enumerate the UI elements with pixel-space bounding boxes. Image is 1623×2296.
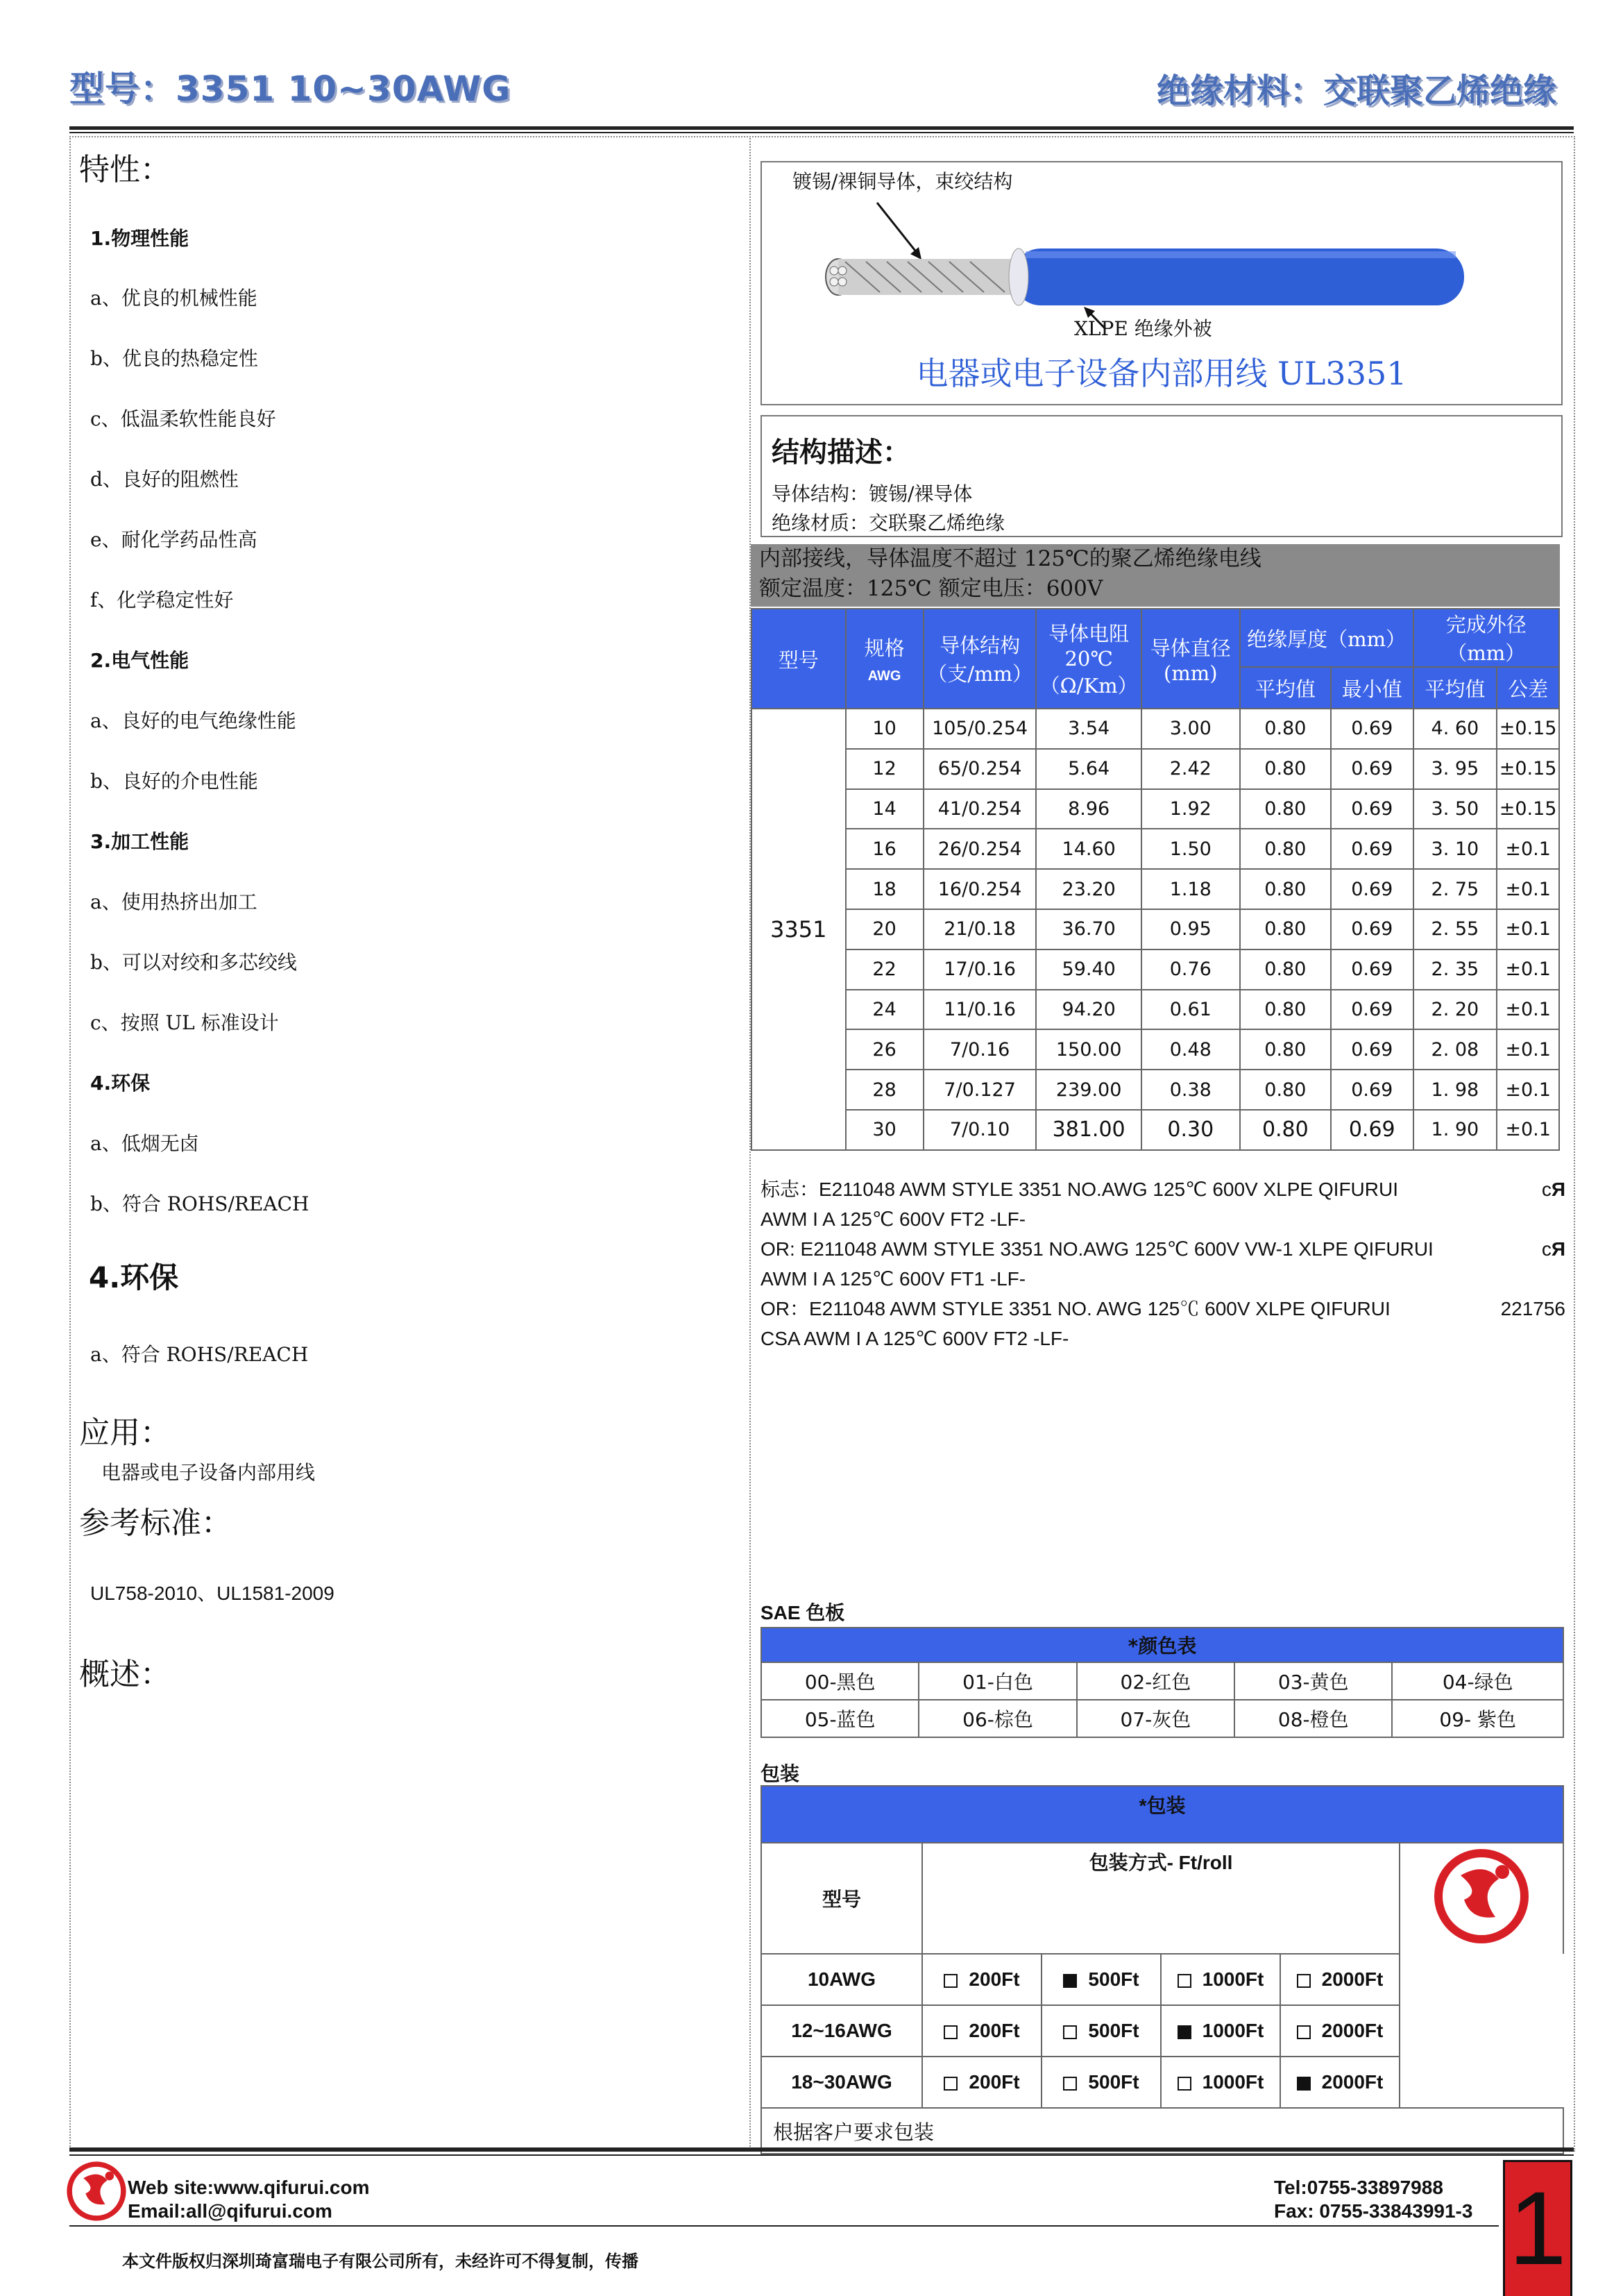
- pack-option-label: 200Ft: [969, 2071, 1020, 2093]
- spec-cell: ±0.1: [1497, 1070, 1559, 1110]
- rating-line-2: 额定温度：125℃ 额定电压：600V: [759, 576, 1103, 601]
- spec-cell: 4. 60: [1413, 709, 1497, 749]
- header-rule-thin: [69, 132, 1574, 133]
- checkbox-icon[interactable]: [944, 2077, 958, 2091]
- spec-cell: 5.64: [1036, 749, 1141, 789]
- color-table-title: *颜色表: [761, 1628, 1563, 1662]
- spec-cell: 0.48: [1141, 1029, 1240, 1070]
- spec-row: [751, 949, 1559, 990]
- spec-cell: 65/0.254: [924, 749, 1037, 789]
- color-cell: 04-绿色: [1392, 1662, 1563, 1700]
- spec-cell: 0.69: [1331, 869, 1413, 909]
- spec-cell: 11/0.16: [924, 990, 1037, 1030]
- header-rule: [69, 126, 1574, 130]
- footer-rule: [69, 2147, 1574, 2152]
- list-item: a、低烟无卤: [90, 1132, 199, 1155]
- color-table: [760, 1627, 1564, 1738]
- spec-cell: ±0.1: [1497, 909, 1559, 949]
- checked-box-icon[interactable]: [1063, 1974, 1077, 1988]
- list-item: c、低温柔软性能良好: [90, 407, 276, 430]
- list-item: e、耐化学药品性高: [90, 528, 257, 551]
- color-cell: 00-黑色: [761, 1662, 919, 1700]
- color-cell: 07-灰色: [1077, 1700, 1234, 1737]
- header-diameter: 导体直径(mm): [1141, 609, 1240, 709]
- marking-text: OR：E211048 AWM STYLE 3351 NO. AWG 125℃ 600V XLPE QIFURUI: [760, 1298, 1391, 1319]
- pack-option[interactable]: [1280, 2005, 1400, 2057]
- list-item: a、优良的机械性能: [90, 287, 257, 310]
- color-cell: 05-蓝色: [761, 1700, 919, 1737]
- spec-cell: 23.20: [1036, 869, 1141, 909]
- spec-cell: 1.50: [1141, 829, 1240, 869]
- spec-row: [751, 1110, 1559, 1150]
- conductor-label: 镀锡/裸铜导体，束绞结构: [792, 170, 1013, 193]
- packaging-table: [760, 1785, 1564, 2154]
- rating-line-1: 内部接线，导体温度不超过 125℃的聚乙烯绝缘电线: [759, 546, 1261, 571]
- color-cell: 02-红色: [1077, 1662, 1234, 1700]
- pack-option[interactable]: [1161, 1954, 1280, 2005]
- spec-cell: 28: [846, 1070, 924, 1110]
- header-avg: 平均值: [1240, 667, 1331, 709]
- pack-option[interactable]: [1280, 1954, 1400, 2005]
- marking-line: AWM I A 125℃ 600V FT2 -LF-: [760, 1208, 1026, 1230]
- spec-cell: 59.40: [1036, 949, 1141, 990]
- conductor-arrow: [877, 203, 920, 257]
- pack-model-header: 型号: [761, 1843, 922, 1954]
- spec-cell: 41/0.254: [924, 789, 1037, 829]
- application-text: 电器或电子设备内部用线: [101, 1461, 316, 1484]
- section-title: 2.电气性能: [90, 649, 189, 672]
- spec-cell: 2. 08: [1413, 1029, 1497, 1070]
- spec-row: [751, 869, 1559, 909]
- spec-cell: 7/0.16: [924, 1029, 1037, 1070]
- spec-cell: ±0.15: [1497, 749, 1559, 789]
- pack-option-label: 1000Ft: [1202, 1968, 1264, 1990]
- header-model: 型号: [751, 609, 846, 709]
- spec-cell: ±0.1: [1497, 869, 1559, 909]
- spec-cell: 0.69: [1331, 909, 1413, 949]
- pack-method-header: 包装方式- Ft/roll: [922, 1843, 1400, 1954]
- spec-cell: 14.60: [1036, 829, 1141, 869]
- standard-heading: 参考标准：: [79, 1505, 232, 1541]
- spec-row: [751, 909, 1559, 949]
- company-logo-icon: [1429, 1844, 1533, 1948]
- spec-cell: 1.92: [1141, 789, 1240, 829]
- spec-cell: 22: [846, 949, 924, 990]
- spec-cell: 239.00: [1036, 1070, 1141, 1110]
- spec-cell: 0.80: [1240, 789, 1331, 829]
- standard-text: UL758-2010、UL1581-2009: [90, 1582, 334, 1604]
- spec-cell: 26/0.254: [924, 829, 1037, 869]
- spec-cell: 3. 10: [1413, 829, 1497, 869]
- spec-row: [751, 1029, 1559, 1070]
- spec-cell: 14: [846, 789, 924, 829]
- diagram-caption: 电器或电子设备内部用线 UL3351: [916, 355, 1407, 392]
- spec-cell: 2. 75: [1413, 869, 1497, 909]
- spec-cell: 2.42: [1141, 749, 1240, 789]
- list-item: b、优良的热稳定性: [90, 347, 258, 370]
- pack-option-label: 200Ft: [969, 2020, 1020, 2041]
- section-title: 3.加工性能: [90, 830, 189, 853]
- pack-option-label: 500Ft: [1088, 2071, 1139, 2093]
- header-avg2: 平均值: [1413, 667, 1497, 709]
- sae-heading: SAE 色板: [760, 1602, 845, 1623]
- spec-cell: 36.70: [1036, 909, 1141, 949]
- footer-fax: Fax: 0755-33843991-3: [1274, 2200, 1473, 2222]
- pack-option-label: 2000Ft: [1321, 1968, 1384, 1990]
- pack-row: [761, 2057, 1563, 2108]
- spec-row: [751, 829, 1559, 869]
- spec-cell: 0.80: [1240, 1110, 1331, 1150]
- spec-cell: 2. 35: [1413, 949, 1497, 990]
- spec-cell: 0.76: [1141, 949, 1240, 990]
- pack-option[interactable]: [922, 2057, 1042, 2108]
- pack-option[interactable]: [1161, 2057, 1280, 2108]
- list-item: a、使用热挤出加工: [90, 890, 257, 913]
- spec-cell: 0.38: [1141, 1070, 1240, 1110]
- ul-logo-icon: Я: [1551, 1179, 1565, 1200]
- features-heading: 特性：: [79, 152, 171, 187]
- pack-model: 12~16AWG: [761, 2005, 922, 2057]
- spec-cell: 18: [846, 869, 924, 909]
- pack-option[interactable]: [922, 2005, 1042, 2057]
- pack-option[interactable]: [1280, 2057, 1400, 2108]
- section-title: 4.环保: [90, 1072, 151, 1095]
- checkbox-icon[interactable]: [1063, 2077, 1077, 2091]
- spec-cell: 0.69: [1331, 749, 1413, 789]
- color-cell: 03-黄色: [1234, 1662, 1392, 1700]
- section-title: 1.物理性能: [90, 227, 189, 250]
- packaging-heading: 包装: [760, 1763, 800, 1784]
- marking-line: AWM I A 125℃ 600V FT1 -LF-: [760, 1268, 1026, 1290]
- checkbox-icon[interactable]: [1063, 2025, 1077, 2039]
- insulation-label: XLPE 绝缘外被: [1074, 317, 1212, 340]
- marking-text: OR: E211048 AWM STYLE 3351 NO.AWG 125℃ 600V VW-1 XLPE QIFURUI: [760, 1238, 1434, 1260]
- spec-cell: 24: [846, 990, 924, 1030]
- spec-row: [751, 749, 1559, 789]
- pack-option[interactable]: [1042, 2057, 1161, 2108]
- marking-line: [760, 1234, 1565, 1264]
- logo-cell: [1400, 1843, 1563, 1954]
- spec-cell: 0.80: [1240, 829, 1331, 869]
- spec-cell: 105/0.254: [924, 709, 1037, 749]
- pack-row: [761, 1954, 1563, 2005]
- spec-cell: 0.69: [1331, 789, 1413, 829]
- packaging-table-title: *包装: [761, 1786, 1563, 1843]
- marking-cul: [1542, 1234, 1565, 1264]
- spec-cell: 3.00: [1141, 709, 1240, 749]
- spec-cell: ±0.1: [1497, 990, 1559, 1030]
- structure-insulation: 绝缘材质：交联聚乙烯绝缘: [772, 512, 1005, 534]
- spec-body: [751, 709, 1559, 1150]
- spec-table: [751, 608, 1560, 1151]
- list-item: a、良好的电气绝缘性能: [90, 709, 296, 732]
- spec-cell: 150.00: [1036, 1029, 1141, 1070]
- header-min: 最小值: [1331, 667, 1413, 709]
- pack-model: 10AWG: [761, 1954, 922, 2005]
- spec-cell: 3. 95: [1413, 749, 1497, 789]
- list-item: d、良好的阻燃性: [90, 468, 239, 491]
- header-gauge: [846, 609, 924, 709]
- marking-cert: 221756: [1500, 1298, 1565, 1319]
- spec-cell: 0.69: [1331, 829, 1413, 869]
- cul-c: c: [1541, 1179, 1552, 1200]
- checked-box-icon[interactable]: [1297, 2077, 1311, 2091]
- header-gauge-label: 规格: [864, 636, 905, 660]
- overview-heading: 概述：: [79, 1657, 171, 1692]
- spec-cell: 7/0.127: [924, 1070, 1037, 1110]
- footer-website: Web site:www.qifurui.com: [128, 2177, 370, 2198]
- checkbox-icon[interactable]: [1297, 2025, 1311, 2039]
- pack-option[interactable]: [922, 1954, 1042, 2005]
- list-item: a、符合 ROHS/REACH: [90, 1343, 309, 1366]
- env-title: 4.环保: [89, 1260, 179, 1294]
- conductor-arrowhead: [910, 247, 921, 260]
- header-resistance: 导体电阻20℃（Ω/Km）: [1036, 609, 1141, 709]
- pack-option[interactable]: [1042, 2005, 1161, 2057]
- header-gauge-unit: AWG: [867, 668, 901, 684]
- list-item: c、按照 UL 标准设计: [90, 1011, 279, 1034]
- spec-cell: ±0.1: [1497, 949, 1559, 990]
- spec-cell: 0.95: [1141, 909, 1240, 949]
- pack-row: [761, 2005, 1563, 2057]
- application-heading: 应用：: [79, 1415, 171, 1451]
- list-item: b、可以对绞和多芯绞线: [90, 951, 297, 974]
- wire-illustration: [817, 190, 1553, 329]
- color-cell: 08-橙色: [1234, 1700, 1392, 1737]
- pack-option-label: 200Ft: [969, 1968, 1020, 1990]
- structure-box: [760, 415, 1563, 537]
- footer-email: Email:all@qifurui.com: [128, 2200, 332, 2222]
- checkbox-icon[interactable]: [944, 2025, 958, 2039]
- spec-cell: ±0.15: [1497, 709, 1559, 749]
- footer-rule-lower: [69, 2225, 1499, 2227]
- spec-cell: 2. 55: [1413, 909, 1497, 949]
- spec-cell: 10: [846, 709, 924, 749]
- spec-cell: 30: [846, 1110, 924, 1150]
- spec-cell: 381.00: [1036, 1110, 1141, 1150]
- pack-option-label: 1000Ft: [1202, 2020, 1264, 2041]
- spec-cell: 3. 50: [1413, 789, 1497, 829]
- footer-tel: Tel:0755-33897988: [1274, 2177, 1443, 2198]
- spec-cell: ±0.1: [1497, 829, 1559, 869]
- rating-band: [751, 544, 1560, 607]
- spec-row: [751, 789, 1559, 829]
- spec-model: 3351: [751, 709, 846, 1150]
- checkbox-icon[interactable]: [1178, 1974, 1191, 1988]
- header-conductor: 导体结构（支/mm）: [924, 609, 1037, 709]
- spec-cell: 12: [846, 749, 924, 789]
- spec-row: [751, 1070, 1559, 1110]
- marking-line: CSA AWM I A 125℃ 600V FT2 -LF-: [760, 1328, 1069, 1349]
- spec-cell: 0.80: [1240, 949, 1331, 990]
- spec-cell: 0.69: [1331, 949, 1413, 990]
- pack-option[interactable]: [1042, 1954, 1161, 2005]
- spec-cell: 8.96: [1036, 789, 1141, 829]
- spec-cell: ±0.1: [1497, 1110, 1559, 1150]
- spec-cell: 0.80: [1240, 1029, 1331, 1070]
- header-od: 完成外径（mm）: [1413, 609, 1559, 667]
- copyright-notice: 本文件版权归深圳琦富瑞电子有限公司所有，未经许可不得复制，传播: [122, 2252, 638, 2271]
- page-number: 1: [1503, 2160, 1572, 2296]
- marking-line: [760, 1174, 1565, 1204]
- spec-cell: 3.54: [1036, 709, 1141, 749]
- marking-line: [760, 1294, 1565, 1324]
- header-thickness: 绝缘厚度（mm）: [1240, 609, 1413, 667]
- pack-option[interactable]: [1161, 2005, 1280, 2057]
- spec-row: [751, 990, 1559, 1030]
- packaging-note: 根据客户要求包装: [761, 2108, 1563, 2154]
- header-tol: 公差: [1497, 667, 1559, 709]
- spec-cell: 1. 90: [1413, 1110, 1497, 1150]
- structure-heading: 结构描述：: [772, 437, 910, 469]
- marking-text: 标志：E211048 AWM STYLE 3351 NO.AWG 125℃ 600V XLPE QIFURUI: [760, 1179, 1398, 1200]
- page-title: 型号：3351 10~30AWG: [69, 69, 511, 109]
- spec-cell: 0.30: [1141, 1110, 1240, 1150]
- pack-model: 18~30AWG: [761, 2057, 922, 2108]
- pack-body: [761, 1954, 1563, 2108]
- marking-cul: [1542, 1174, 1565, 1204]
- spec-cell: 26: [846, 1029, 924, 1070]
- pack-option-label: 500Ft: [1088, 2020, 1139, 2041]
- spec-cell: 16/0.254: [924, 869, 1037, 909]
- cul-c: c: [1541, 1238, 1552, 1260]
- pack-option-label: 1000Ft: [1202, 2071, 1264, 2093]
- list-item: b、符合 ROHS/REACH: [90, 1192, 309, 1215]
- spec-cell: 17/0.16: [924, 949, 1037, 990]
- stranded-conductor-icon: [826, 259, 1012, 295]
- spec-cell: 0.69: [1331, 1110, 1413, 1150]
- spec-cell: 7/0.10: [924, 1110, 1037, 1150]
- list-item: f、化学稳定性好: [90, 589, 234, 611]
- ul-logo-icon: Я: [1551, 1238, 1565, 1260]
- checkbox-icon[interactable]: [944, 1974, 958, 1988]
- footer-rule-thin: [69, 2154, 1574, 2156]
- spec-cell: 0.80: [1240, 749, 1331, 789]
- pack-option-label: 500Ft: [1088, 1968, 1139, 1990]
- list-item: b、良好的介电性能: [90, 770, 258, 793]
- spec-cell: 20: [846, 909, 924, 949]
- spec-cell: 2. 20: [1413, 990, 1497, 1030]
- checkbox-icon[interactable]: [1297, 1974, 1311, 1988]
- spec-cell: 0.61: [1141, 990, 1240, 1030]
- spec-cell: 0.80: [1240, 869, 1331, 909]
- spec-cell: 0.69: [1331, 1070, 1413, 1110]
- spec-cell: 0.69: [1331, 709, 1413, 749]
- spec-cell: 0.80: [1240, 1070, 1331, 1110]
- spec-cell: 0.80: [1240, 990, 1331, 1030]
- insulation-material-title: 绝缘材料：交联聚乙烯绝缘: [1156, 71, 1556, 110]
- color-cell: 09- 紫色: [1392, 1700, 1563, 1737]
- color-cell: 06-棕色: [919, 1700, 1076, 1737]
- marking-block: [760, 1174, 1565, 1353]
- checkbox-icon[interactable]: [1178, 2077, 1191, 2091]
- spec-row: [751, 709, 1559, 749]
- spec-cell: 21/0.18: [924, 909, 1037, 949]
- spec-cell: 0.80: [1240, 709, 1331, 749]
- color-cell: 01-白色: [919, 1662, 1076, 1700]
- spec-cell: ±0.1: [1497, 1029, 1559, 1070]
- spec-cell: 94.20: [1036, 990, 1141, 1030]
- pack-option-label: 2000Ft: [1321, 2020, 1384, 2041]
- checked-box-icon[interactable]: [1178, 2025, 1191, 2039]
- footer-logo-icon: [64, 2159, 129, 2224]
- spec-cell: 0.69: [1331, 1029, 1413, 1070]
- spec-cell: 1. 98: [1413, 1070, 1497, 1110]
- spec-cell: ±0.15: [1497, 789, 1559, 829]
- insulation-jacket: [1009, 248, 1464, 305]
- spec-cell: 0.69: [1331, 990, 1413, 1030]
- structure-conductor: 导体结构：镀锡/裸导体: [772, 482, 973, 505]
- spec-cell: 16: [846, 829, 924, 869]
- wire-diagram-box: [760, 161, 1563, 405]
- spec-cell: 1.18: [1141, 869, 1240, 909]
- spec-cell: 0.80: [1240, 909, 1331, 949]
- pack-option-label: 2000Ft: [1321, 2071, 1384, 2093]
